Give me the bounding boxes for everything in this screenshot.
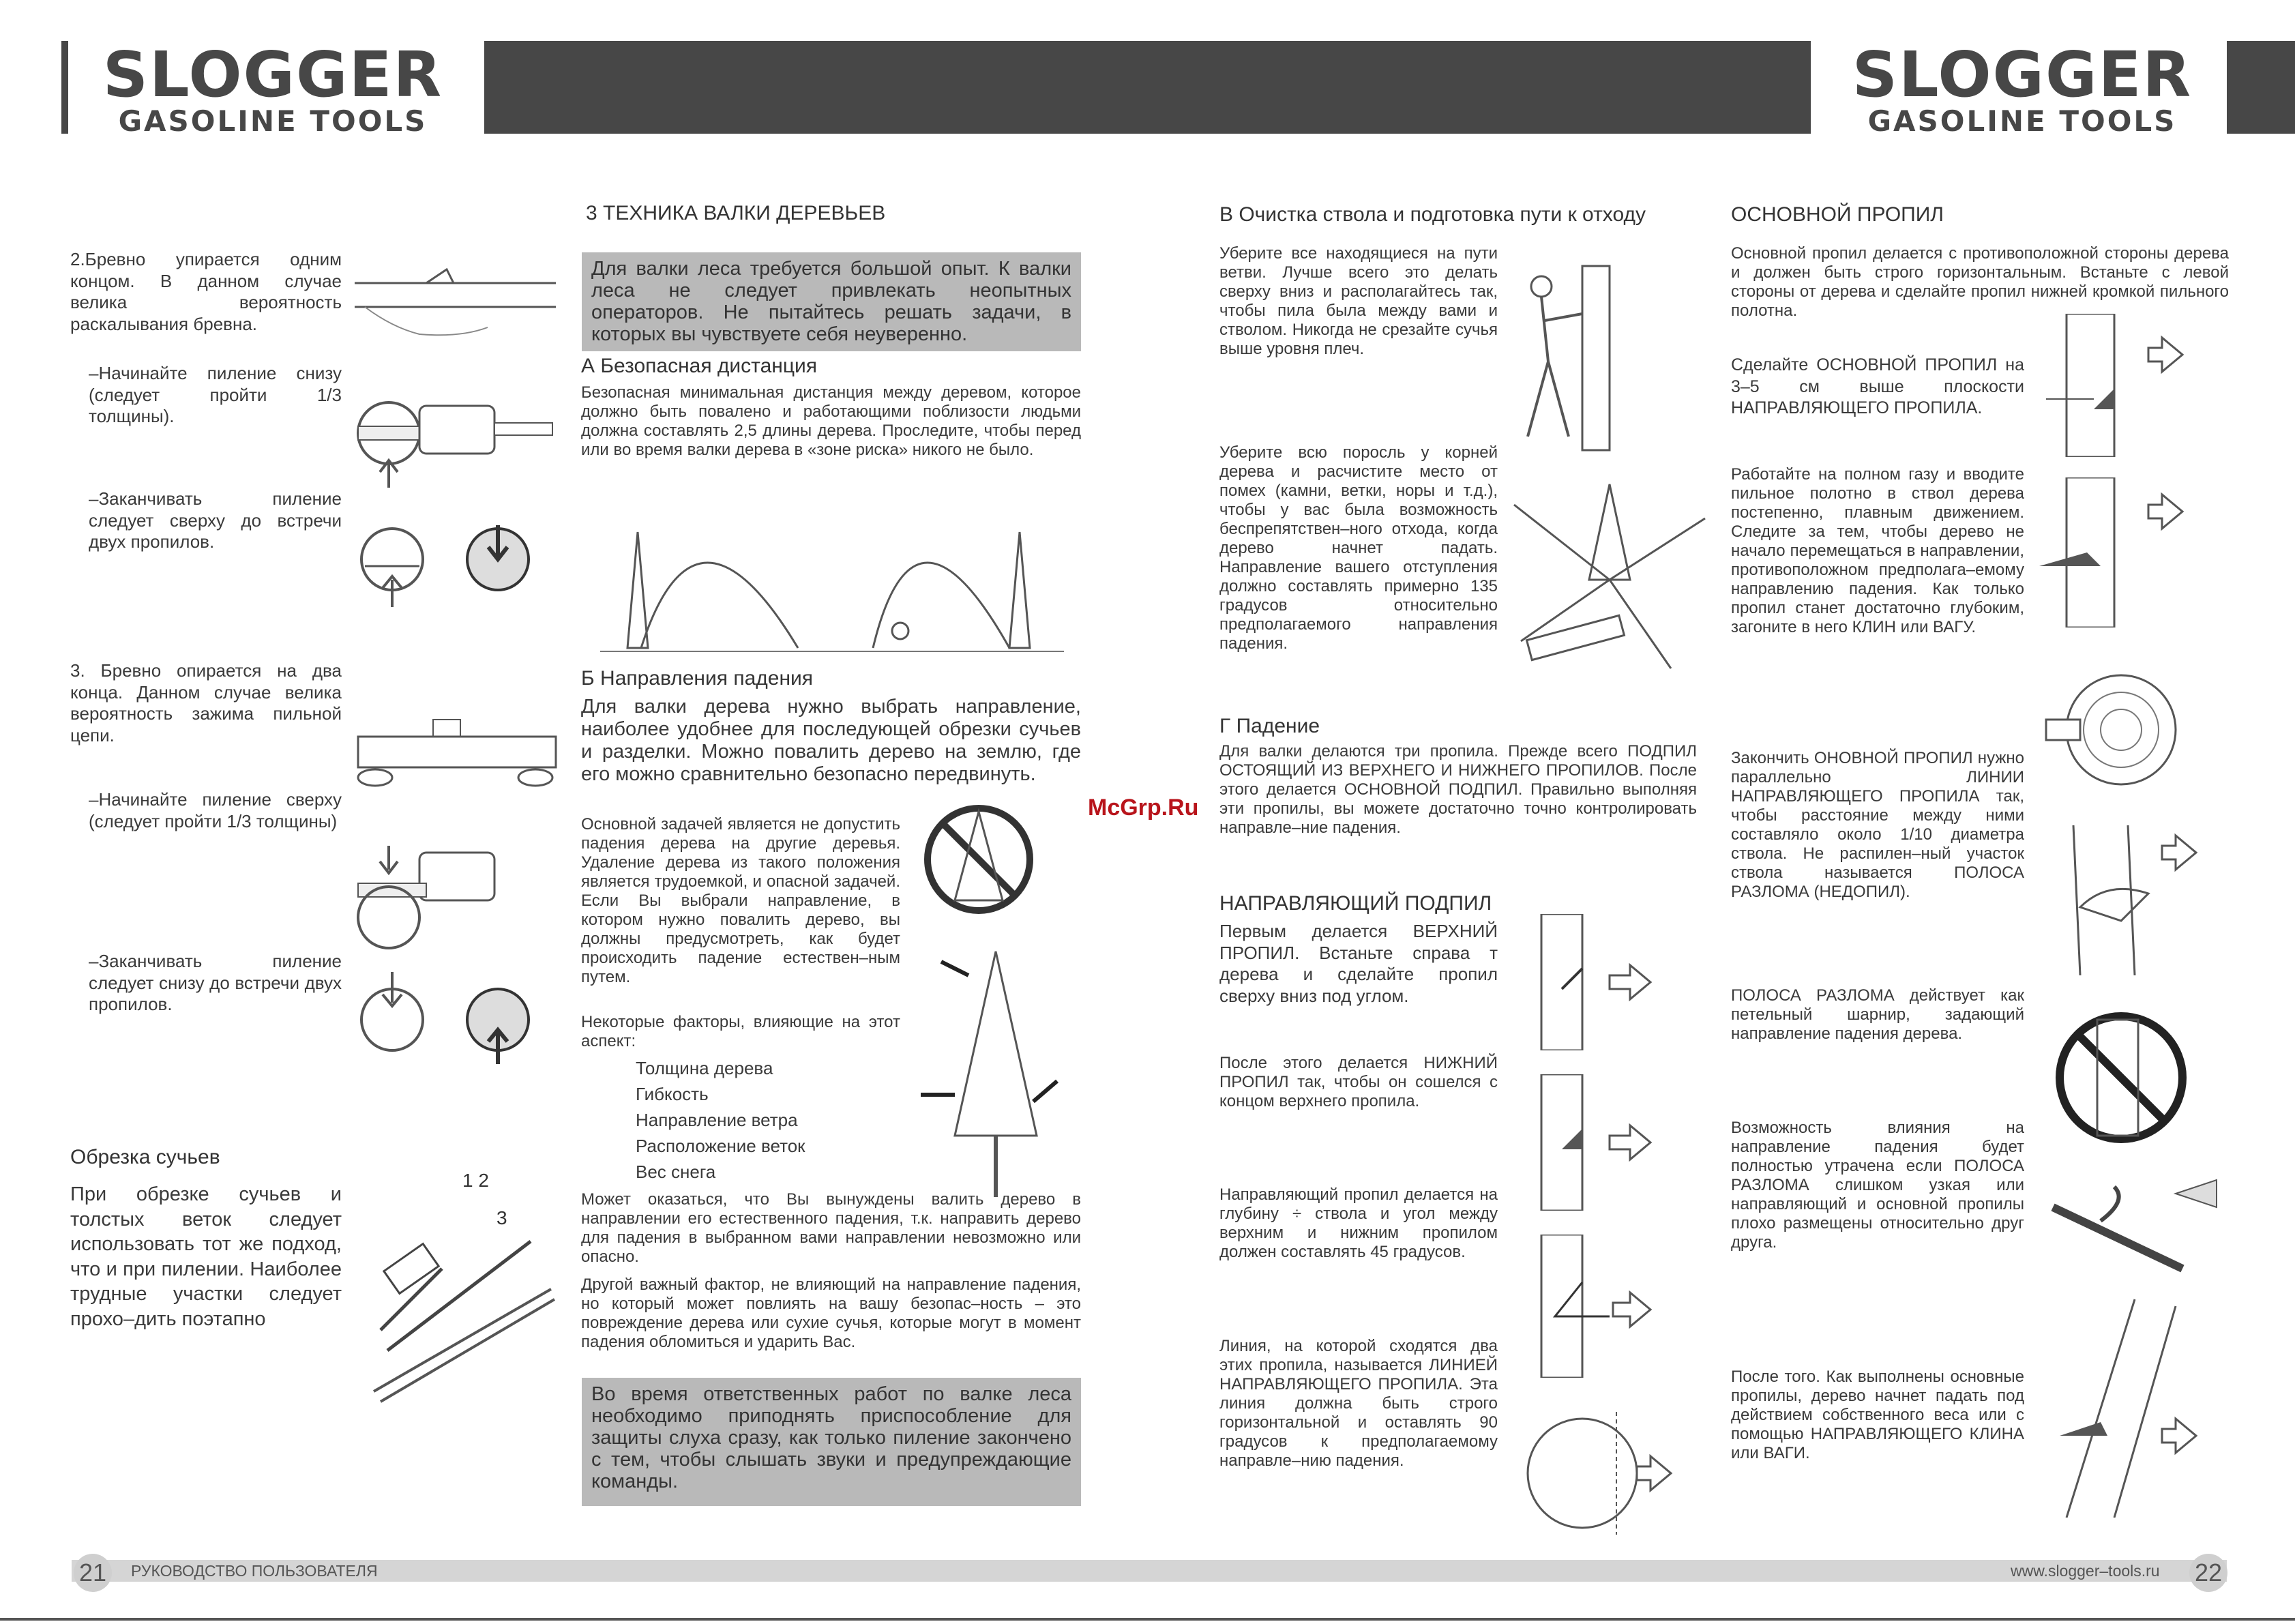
manual-label: РУКОВОДСТВО ПОЛЬЗОВАТЕЛЯ: [131, 1562, 378, 1580]
svg-text:1 2: 1 2: [462, 1170, 489, 1191]
notch-line-text: Линия, на которой сходятся два этих пропила, называется ЛИНИЕЙ НАПРАВЛЯЮЩЕГО ПРОПИЛА. Эта линия должна быть строго горизонтальной и оставлять 90 градусов к предполагаемому направле–нию падения.: [1219, 1337, 1498, 1470]
main-cut-text: Основной пропил делается с противоположной стороны дерева и должен быть строго горизонтальным. Встаньте с левой стороны от дерева и сделайте пропил нижней кромкой пильного полотна.: [1731, 244, 2229, 320]
cut-top-text: –Начинайте пиление сверху (следует пройти 1/3 толщины): [89, 789, 342, 831]
clearing-heading: В Очистка ствола и подготовка пути к отходу: [1219, 203, 1646, 226]
cross-section-bottom-illustration: [351, 969, 559, 1071]
notch-angle-illustration: [1528, 1235, 1664, 1378]
escape-route-text: Уберите всю поросль у корней дерева и расчистите место от помех (камни, ветки, норы и т.д.), чтобы у вас была возможность беспрепятствен–ного отхода, когда дерево начнет падать. Направление вашего отступления должно составлять примерно 135 градусов относительно предполагаемого направления падения.: [1219, 443, 1498, 653]
tree-factors-illustration: [914, 945, 1064, 1204]
finish-top-text: –Заканчивать пиление следует сверху до встречи двух пропилов.: [89, 488, 342, 552]
main-cut-heading: ОСНОВНОЙ ПРОПИЛ: [1731, 203, 1944, 226]
safe-distance-illustration: [600, 491, 1064, 662]
lower-cut-illustration: [1528, 1074, 1664, 1211]
logo-subtitle: GASOLINE TOOLS: [1867, 104, 2177, 138]
log-two-ends-illustration: [351, 699, 559, 788]
page-number-right: 22: [2189, 1554, 2227, 1592]
clearing-text: Уберите все находящиеся на пути ветви. Лучше всего это делать сверху вниз и располагайтесь так, чтобы пила была между вами и стволом. Никогда не срезайте сучья выше уровня плеч.: [1219, 244, 1498, 358]
notch-line-illustration: [1521, 1405, 1678, 1541]
logo-brand: SLOGGER: [1852, 38, 2193, 111]
stump-cross-section-illustration: [2039, 665, 2203, 795]
hinge-warning-text: Возможность влияния на направление падения будет полностью утрачена если ПОЛОСА РАЗЛОМА слишком узкая или направляющий и основной пропилы плохо размещены относительно друг друга.: [1731, 1119, 2024, 1252]
felling-text: Для валки делаются три пропила. Прежде всего ПОДПИЛ ОСТОЯЩИЙ ИЗ ВЕРХНЕГО И НИЖНЕГО ПРОПИЛОВ. После этого делается ОСНОВНОЙ ПОДПИЛ. Правильно выполняя эти пропилы, вы можете достаточно точно контролировать направле–ние падения.: [1219, 742, 1697, 837]
main-cut-height-text: Сделайте ОСНОВНОЙ ПРОПИЛ на 3–5 см выше плоскости НАПРАВЛЯЮЩЕГО ПРОПИЛА.: [1731, 355, 2024, 417]
factors-list: [636, 1055, 895, 1185]
safe-distance-text: Безопасная минимальная дистанция между деревом, которое должно быть повалено и работающими поблизости людьми должна составлять 2,5 длины дерева. Проследите, чтобы перед или во время валки дерева в «зоне риска» никого не было.: [581, 383, 1081, 459]
full-throttle-text: Работайте на полном газу и вводите пильное полотно в ствол дерева постепенно, плавным движением. Следите за тем, чтобы дерево не начало перемещаться в направлении, противоположном предполага–емому направлению падения. Как только пропил станет достаточно глубоким, загоните в него КЛИН или ВАГУ.: [1731, 465, 2024, 636]
fall-direction-heading: Б Направления падения: [581, 667, 814, 690]
logo-left: [68, 38, 477, 138]
header-right-stripe: [2227, 41, 2295, 134]
page-number-left: 21: [74, 1554, 112, 1592]
header-left-stripe: [61, 41, 68, 134]
logo-subtitle: GASOLINE TOOLS: [118, 104, 428, 138]
lower-cut-text: После этого делается НИЖНИЙ ПРОПИЛ так, чтобы он сошелся с концом верхнего пропила.: [1219, 1054, 1498, 1110]
main-cut-height-illustration: [2039, 314, 2203, 457]
felling-lever-illustration: [2046, 1166, 2223, 1275]
hinge-strip-text: Закончить ОНОВНОЙ ПРОПИЛ нужно параллельно ЛИНИИ НАПРАВЛЯЮЩЕГО ПРОПИЛА так, чтобы расстояние между ними составляло около 1/10 диаметра ствола. Не распилен–ный участок ствола называется ПОЛОСА РАЗЛОМА (НЕДОПИЛ).: [1731, 749, 2024, 901]
escape-route-illustration: [1500, 477, 1719, 682]
logo-right: [1818, 38, 2227, 138]
header-bar: [484, 41, 1811, 134]
wedge-insert-illustration: [2039, 477, 2203, 628]
safe-distance-heading: А Безопасная дистанция: [581, 355, 818, 377]
bottom-rule: [0, 1618, 2295, 1621]
no-tree-on-tree-icon: [914, 784, 1064, 941]
felling-heading: Г Падение: [1219, 715, 1320, 737]
experience-warning-box: Для валки леса требуется большой опыт. К валки леса не следует привлекать неопытных операторов. Не пытайтесь решать задачи, в которых вы чувствуете себя неуверенно.: [582, 252, 1081, 351]
factor-item: Расположение веток: [636, 1136, 805, 1156]
cut-bottom-text: –Начинайте пиление снизу (следует пройти 1/3 толщины).: [89, 363, 342, 426]
upper-cut-illustration: [1528, 914, 1664, 1050]
svg-text:3: 3: [497, 1207, 507, 1228]
cross-section-top-illustration: [351, 518, 559, 610]
branch-removal-illustration: [1507, 259, 1657, 457]
factor-item: Толщина дерева: [636, 1058, 773, 1078]
factors-intro: Некоторые факторы, влияющие на этот аспект:: [581, 1013, 900, 1050]
watermark: McGrp.Ru: [1088, 795, 1199, 821]
damage-hazard-text: Другой важный фактор, не влияющий на направление падения, но который может повлиять на вашу безопас–ность – это повреждение дерева или сухие сучья, которые могут в момент падения обломиться и ударить Вас.: [581, 1275, 1081, 1351]
header-left-accent: [0, 41, 61, 134]
branch-trimming-heading: Обрезка сучьев: [70, 1146, 220, 1168]
incorrect-hinge-icon: [2046, 999, 2203, 1156]
log-two-ends-text: 3. Бревно опирается на два конца. Данном случае велика вероятность зажима пильной цепи.: [70, 660, 342, 745]
hearing-protection-warning-box: Во время ответственных работ по валке леса необходимо приподнять приспособление для защиты слуха сразу, как только пиление закончено с тем, чтобы слышать звуки и предупреждающие команды.: [582, 1378, 1081, 1506]
factor-item: Вес снега: [636, 1162, 716, 1182]
hinge-strip-illustration: [2039, 825, 2203, 975]
logo-brand: SLOGGER: [102, 38, 443, 111]
chainsaw-top-cut-illustration: [351, 842, 559, 951]
notch-heading: НАПРАВЛЯЮЩИЙ ПОДПИЛ: [1219, 892, 1492, 915]
tree-falling-illustration: [2039, 1293, 2217, 1518]
upper-cut-text: Первым делается ВЕРХНИЙ ПРОПИЛ. Встаньте справа т дерева и сделайте пропил сверху вниз под углом.: [1219, 921, 1498, 1006]
felling-technique-title: 3 ТЕХНИКА ВАЛКИ ДЕРЕВЬЕВ: [586, 202, 886, 224]
main-task-text: Основной задачей является не допустить падения дерева на другие деревья. Удаление дерева из такого положения является трудоемкой, и опасной задачей. Если Вы выбрали направление, в котором нужно повалить дерево, вы должны предусмотреть, как будет происходить падение естествен–ным путем.: [581, 815, 900, 986]
chainsaw-bottom-cut-illustration: [351, 389, 559, 491]
finish-bottom-text: –Заканчивать пиление следует снизу до встречи двух пропилов.: [89, 951, 342, 1014]
natural-fall-text: Может оказаться, что Вы вынуждены валить дерево в направлении его естественного падения, т.к. направить дерево для падения в выбранном вами направлении невозможно или опасно.: [581, 1190, 1081, 1266]
log-one-end-text: 2.Бревно упирается одним концом. В данном случае велика вероятность раскалывания бревна.: [70, 249, 342, 334]
fall-direction-intro: Для валки дерева нужно выбрать направление, наиболее удобнее для последующей обрезки сучьев и разделки. Можно повалить дерево на землю, где его можно сравнительно безопасно передвинуть.: [581, 696, 1081, 785]
after-cuts-text: После того. Как выполнены основные пропилы, дерево начнет падать под действием собственного веса или с помощью НАПРАВЛЯЮЩЕГО КЛИНА или ВАГИ.: [1731, 1368, 2024, 1462]
website-url[interactable]: www.slogger–tools.ru: [2011, 1562, 2160, 1580]
branch-trimming-illustration: [360, 1160, 558, 1405]
notch-depth-text: Направляющий пропил делается на глубину ÷ ствола и угол между верхним и нижним пропилом должен составлять 45 градусов.: [1219, 1185, 1498, 1261]
factor-item: Направление ветра: [636, 1110, 798, 1130]
log-one-end-illustration: [351, 256, 559, 344]
footer-bar: [72, 1560, 2227, 1582]
factor-item: Гибкость: [636, 1084, 709, 1104]
branch-trimming-text: При обрезке сучьев и толстых веток следует использовать тот же подход, что и при пилении. Наиболее трудные участки следует прохо–дить поэтапно: [70, 1183, 342, 1330]
hinge-function-text: ПОЛОСА РАЗЛОМА действует как петельный шарнир, задающий направление падения дерева.: [1731, 986, 2024, 1043]
